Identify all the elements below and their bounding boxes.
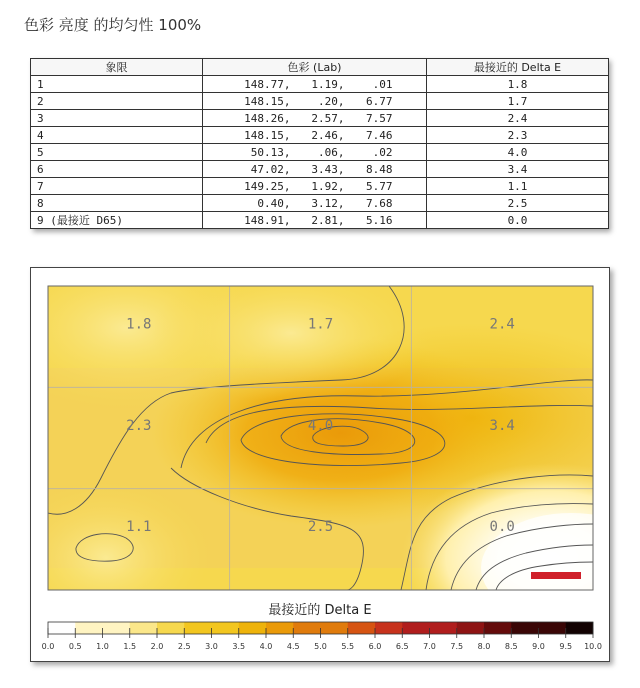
colorbar-cell [375, 622, 403, 634]
zone-value-label: 0.0 [489, 519, 515, 536]
colorbar-tick-label: 6.0 [368, 642, 382, 651]
lab-l-value: 148.15, [244, 128, 291, 142]
colorbar-cell [239, 622, 267, 634]
lab-a-value: 2.46, [311, 128, 345, 142]
delta-e-cell: 2.5 [427, 195, 609, 212]
delta-e-cell: 2.4 [427, 110, 609, 127]
lab-a-value: 1.19, [311, 77, 345, 91]
colorbar-tick-label: 6.5 [395, 642, 409, 651]
table-row [31, 110, 609, 127]
zone-value-label: 1.7 [307, 316, 334, 333]
colorbar-title: 最接近的 Delta E [268, 603, 372, 618]
colorbar-cell [484, 622, 512, 634]
colorbar-cell [266, 622, 294, 634]
delta-e-cell: 1.7 [427, 93, 609, 110]
delta-e-cell: 0.0 [427, 212, 609, 229]
colorbar-tick-label: 4.0 [259, 642, 273, 651]
lab-l-value: 47.02, [250, 162, 291, 176]
lab-cell [203, 76, 427, 93]
lab-a-value: 2.57, [311, 111, 345, 125]
lab-a-value: 3.12, [311, 196, 345, 210]
table-row [31, 195, 609, 212]
table-row [31, 93, 609, 110]
quadrant-cell: 7 [31, 178, 203, 195]
table-row [31, 144, 609, 161]
lab-cell [203, 178, 427, 195]
colorbar-cell [402, 622, 430, 634]
zone-value-label: 4.0 [307, 417, 334, 434]
colorbar-tick-label: 0.0 [41, 642, 55, 651]
colorbar-tick-label: 8.5 [504, 642, 518, 651]
colorbar-tick-label: 8.0 [477, 642, 491, 651]
table-row [31, 76, 609, 93]
quadrant-cell: 2 [31, 93, 203, 110]
zone-value-label: 1.8 [126, 316, 152, 333]
lab-cell [203, 93, 427, 110]
column-header-quadrant: 象限 [31, 59, 203, 76]
colorbar-tick-label: 5.0 [314, 642, 327, 651]
colorbar-tick-label: 9.5 [559, 642, 573, 651]
quadrant-cell: 3 [31, 110, 203, 127]
colorbar-tick-label: 3.5 [232, 642, 246, 651]
lab-b-value: 7.46 [366, 128, 393, 142]
lab-l-value: 50.13, [250, 145, 291, 159]
lab-b-value: 7.68 [366, 196, 393, 210]
colorbar-cell [566, 622, 594, 634]
colorbar-cell [539, 622, 567, 634]
colorbar-cell [321, 622, 349, 634]
table-header-row [31, 59, 609, 76]
quadrant-cell: 5 [31, 144, 203, 161]
column-header-lab: 色彩 (Lab) [203, 59, 427, 76]
uniformity-heatmap-svg [31, 268, 609, 661]
colorbar-tick-label: 7.5 [450, 642, 464, 651]
colorbar-tick-label: 5.5 [341, 642, 355, 651]
colorbar-cell [457, 622, 485, 634]
colorbar [42, 602, 602, 651]
delta-e-cell: 3.4 [427, 161, 609, 178]
column-header-delta-e: 最接近的 Delta E [427, 59, 609, 76]
lab-l-value: 148.15, [244, 94, 291, 108]
delta-e-cell: 1.1 [427, 178, 609, 195]
lab-b-value: 6.77 [366, 94, 393, 108]
table-row [31, 161, 609, 178]
colorbar-cell [293, 622, 321, 634]
delta-e-cell: 4.0 [427, 144, 609, 161]
lab-cell [203, 144, 427, 161]
table-row [31, 178, 609, 195]
lab-l-value: 148.91, [244, 213, 291, 227]
quadrant-cell: 9 (最接近 D65) [31, 212, 203, 229]
zone-value-label: 2.5 [307, 519, 334, 536]
lab-cell [203, 161, 427, 178]
lab-cell [203, 195, 427, 212]
table-row [31, 212, 609, 229]
quadrant-cell: 6 [31, 161, 203, 178]
zone-value-label: 1.1 [126, 519, 152, 536]
lab-b-value: 7.57 [366, 111, 393, 125]
lab-cell [203, 212, 427, 229]
delta-e-cell: 1.8 [427, 76, 609, 93]
lab-cell [203, 110, 427, 127]
colorbar-cell [430, 622, 458, 634]
zone-value-label: 2.3 [126, 417, 152, 434]
colorbar-tick-label: 9.0 [532, 642, 545, 651]
page-title: 色彩 亮度 的均匀性 100% [24, 16, 202, 34]
colorbar-cell [511, 622, 539, 634]
delta-e-cell: 2.3 [427, 127, 609, 144]
delta-e-table-container [30, 58, 608, 229]
lab-a-value: .20, [318, 94, 345, 108]
lab-l-value: 148.77, [244, 77, 291, 91]
table-row [31, 127, 609, 144]
colorbar-tick-label: 2.5 [177, 642, 191, 651]
colorbar-cell [212, 622, 240, 634]
lab-cell [203, 127, 427, 144]
colorbar-cell [157, 622, 185, 634]
colorbar-tick-label: 1.0 [96, 642, 109, 651]
lab-a-value: .06, [318, 145, 345, 159]
lab-b-value: 8.48 [366, 162, 393, 176]
quadrant-cell: 1 [31, 76, 203, 93]
delta-e-table [30, 58, 609, 229]
lab-l-value: 148.26, [244, 111, 291, 125]
zone-value-label: 2.4 [489, 316, 515, 333]
colorbar-tick-label: 7.0 [423, 642, 436, 651]
lab-a-value: 2.81, [311, 213, 345, 227]
colorbar-cell [48, 622, 76, 634]
colorbar-cell [103, 622, 131, 634]
lab-a-value: 1.92, [311, 179, 345, 193]
lab-b-value: 5.16 [366, 213, 393, 227]
lab-b-value: .01 [372, 77, 393, 91]
colorbar-tick-label: 4.5 [286, 642, 300, 651]
quadrant-cell: 4 [31, 127, 203, 144]
measurement-marker [531, 572, 581, 579]
colorbar-cell [130, 622, 158, 634]
lab-b-value: 5.77 [366, 179, 393, 193]
colorbar-cell [75, 622, 103, 634]
colorbar-tick-label: 3.0 [205, 642, 218, 651]
quadrant-cell: 8 [31, 195, 203, 212]
colorbar-tick-label: 1.5 [123, 642, 137, 651]
lab-b-value: .02 [372, 145, 393, 159]
colorbar-tick-label: 0.5 [68, 642, 82, 651]
colorbar-tick-label: 10.0 [584, 642, 602, 651]
colorbar-tick-label: 2.0 [150, 642, 164, 651]
lab-a-value: 3.43, [311, 162, 345, 176]
colorbar-cell [184, 622, 212, 634]
zone-value-label: 3.4 [489, 417, 515, 434]
colorbar-cell [348, 622, 376, 634]
lab-l-value: 0.40, [257, 196, 291, 210]
uniformity-chart [30, 267, 610, 662]
lab-l-value: 149.25, [244, 179, 291, 193]
